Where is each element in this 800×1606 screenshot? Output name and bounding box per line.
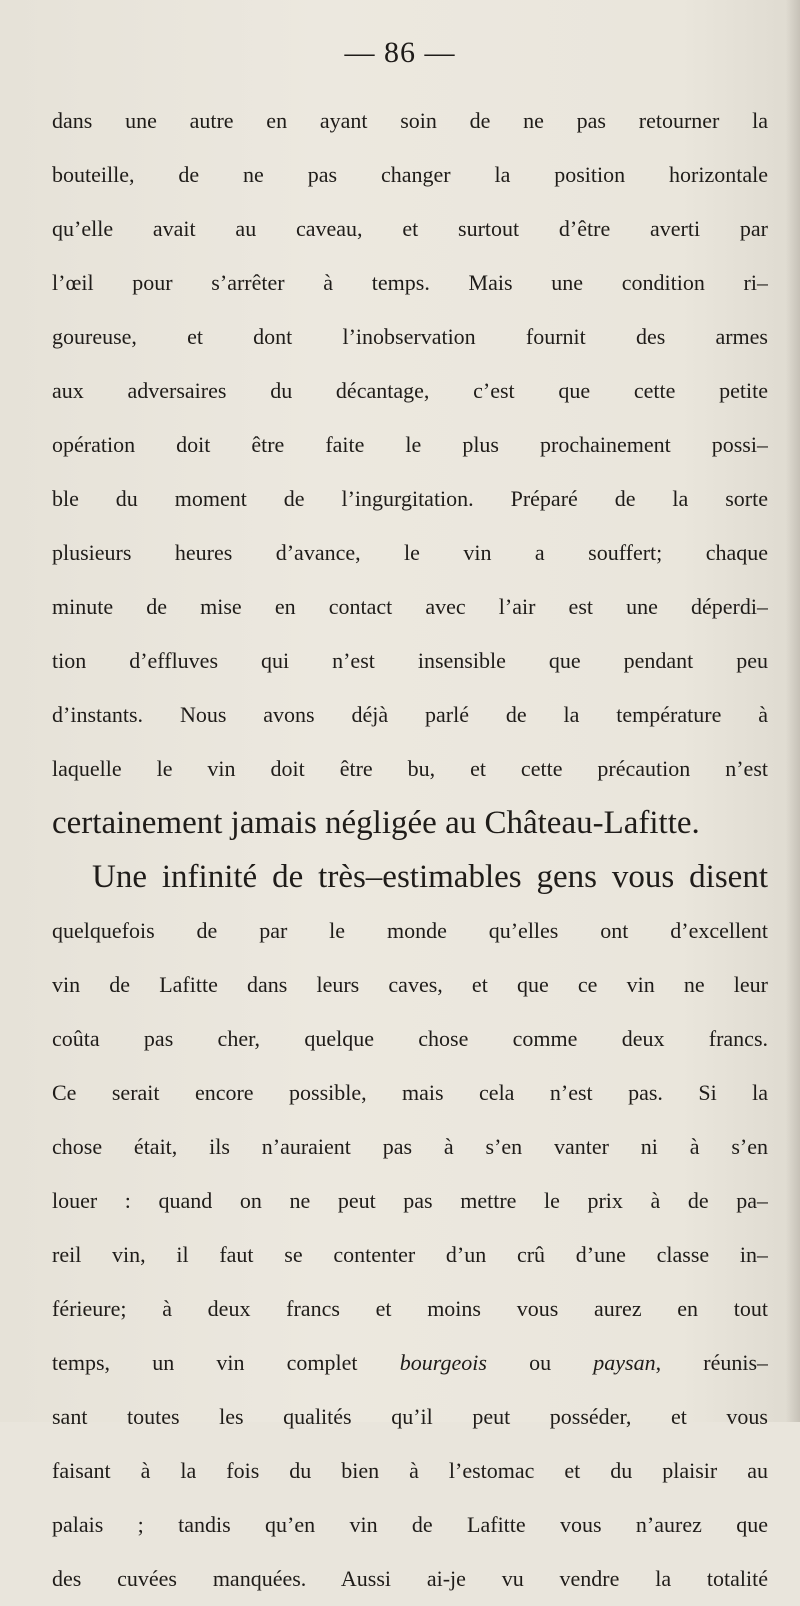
text-line: faisant à la fois du bien à l’estomac et du plaisir au: [52, 1458, 768, 1483]
text-line: férieure; à deux francs et moins vous aurez en tout: [52, 1296, 768, 1321]
italic-word-bourgeois: bourgeois: [399, 1350, 487, 1375]
text-line: reil vin, il faut se contenter d’un crû d’une classe in–: [52, 1242, 768, 1267]
text-line: sant toutes les qualités qu’il peut posséder, et vous: [52, 1404, 768, 1429]
text-line: louer : quand on ne peut pas mettre le prix à de pa–: [52, 1188, 768, 1213]
text-line: aux adversaires du décantage, c’est que cette petite: [52, 378, 768, 403]
text-line: bouteille, de ne pas changer la position horizontale: [52, 162, 768, 187]
text-line: opération doit être faite le plus prochainement possi–: [52, 432, 768, 457]
text-line: ble du moment de l’ingurgitation. Préparé de la sorte: [52, 486, 768, 511]
text-line-with-italics: [52, 1336, 768, 1390]
text-line: vin de Lafitte dans leurs caves, et que ce vin ne leur: [52, 972, 768, 997]
text-segment: temps, un vin complet: [52, 1350, 400, 1375]
text-line: l’œil pour s’arrêter à temps. Mais une condition ri–: [52, 270, 768, 295]
page-number: — 86 —: [344, 36, 456, 69]
text-line: Ce serait encore possible, mais cela n’est pas. Si la: [52, 1080, 768, 1105]
text-line: d’instants. Nous avons déjà parlé de la température à: [52, 702, 768, 727]
text-segment: ou: [486, 1350, 594, 1375]
text-segment: , réunis–: [655, 1350, 768, 1375]
text-line: des cuvées manquées. Aussi ai-je vu vendre la totalité: [52, 1566, 768, 1591]
text-line: chose était, ils n’auraient pas à s’en vanter ni à s’en: [52, 1134, 768, 1159]
text-line: quelquefois de par le monde qu’elles ont d’excellent: [52, 918, 768, 943]
text-line: qu’elle avait au caveau, et surtout d’être averti par: [52, 216, 768, 241]
text-line: goureuse, et dont l’inobservation fournit des armes: [52, 324, 768, 349]
italic-word-paysan: paysan: [593, 1350, 656, 1375]
body-text: [52, 94, 768, 1606]
page-edge-shadow: [786, 0, 800, 1422]
text-line: tion d’effluves qui n’est insensible que pendant peu: [52, 648, 768, 673]
text-line: minute de mise en contact avec l’air est une déperdi–: [52, 594, 768, 619]
text-line: dans une autre en ayant soin de ne pas retourner la: [52, 108, 768, 133]
text-line: plusieurs heures d’avance, le vin a souffert; chaque: [52, 540, 768, 565]
text-line-paragraph-end: certainement jamais négligée au Château-Lafitte.: [52, 805, 700, 841]
text-line-paragraph-start: Une infinité de très–estimables gens vous disent: [92, 859, 768, 895]
text-line: laquelle le vin doit être bu, et cette précaution n’est: [52, 756, 768, 781]
text-line: coûta pas cher, quelque chose comme deux francs.: [52, 1026, 768, 1051]
text-line: palais ; tandis qu’en vin de Lafitte vous n’aurez que: [52, 1512, 768, 1537]
